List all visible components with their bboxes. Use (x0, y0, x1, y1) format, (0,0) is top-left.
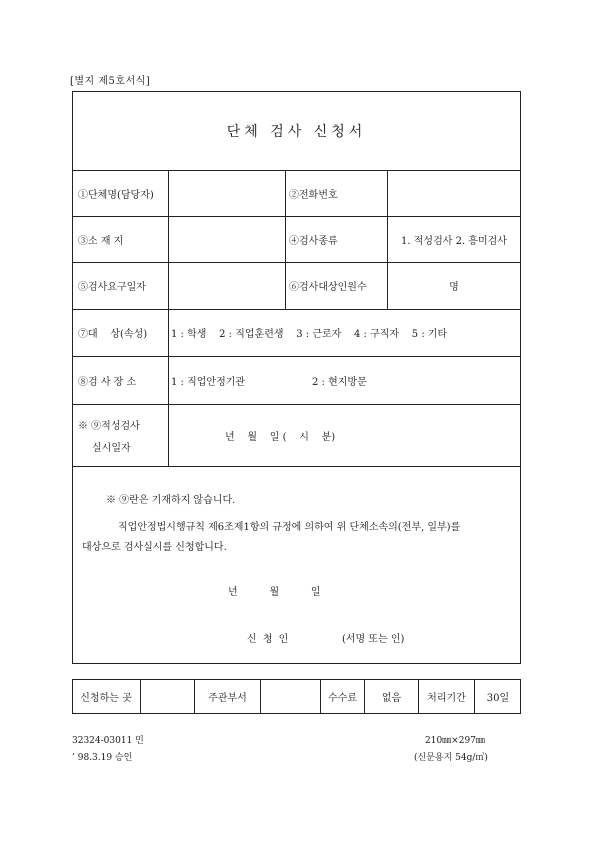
test-date-label-line2: 실시일자 (92, 442, 131, 454)
fee-value: 없음 (381, 693, 402, 704)
submit-to-value (141, 679, 194, 714)
application-date-field[interactable]: 년 월 일 (228, 587, 321, 598)
signature-field[interactable]: (서명 또는 인) (342, 634, 405, 645)
location-label: ③소 재 지 (78, 235, 124, 247)
notice-note: ※ ⑨란은 기재하지 않습니다. (106, 495, 236, 506)
test-location-label: ⑧검 사 장 소 (78, 376, 137, 388)
organization-name-label: ①단체명(담당자) (78, 189, 154, 201)
phone-number-label: ②전화번호 (289, 189, 338, 201)
requested-date-field[interactable] (170, 262, 283, 309)
participant-count-label: ⑥검사대상인원수 (289, 282, 367, 293)
approval-date: ’ 98.3.19 승인 (72, 753, 133, 763)
paper-type: (신문용지 54g/㎡) (414, 753, 488, 763)
column-divider (168, 170, 169, 466)
participant-count-field[interactable]: 명 (449, 282, 459, 293)
test-date-label: ※ ⑨적성검사 (78, 420, 140, 432)
form-number-label: [별지 제5호서식] (70, 76, 151, 87)
target-group-options[interactable]: 1 : 학생 2 : 직업훈련생 3 : 근로자 4 : 구직자 5 : 기타 (171, 329, 448, 340)
paper-size: 210㎜×297㎜ (425, 736, 485, 746)
application-statement-line2: 대상으로 검사실시를 신청합니다. (82, 542, 227, 553)
phone-number-field[interactable] (389, 170, 519, 216)
application-statement-line1: 직업안정법시행규칙 제6조제1항의 규정에 의하여 위 단체소속의(전부, 일부)를 (118, 522, 461, 533)
location-option-site-visit[interactable]: 2 : 현지방문 (312, 376, 367, 388)
test-type-label: ④검사종류 (289, 235, 338, 247)
form-title: 단체 검사 신청서 (226, 123, 367, 140)
test-date-field[interactable]: 년 월 일 ( 시 분) (225, 431, 336, 443)
submit-to-label: 신청하는 곳 (80, 693, 132, 704)
processing-period-value: 30일 (486, 693, 510, 704)
form-code: 32324-03011 민 (72, 736, 144, 746)
processing-period-label: 처리기간 (427, 693, 466, 704)
test-type-options[interactable]: 1. 적성검사 2. 흥미검사 (401, 235, 507, 247)
row-divider (72, 466, 521, 467)
organization-name-field[interactable] (170, 170, 283, 216)
department-value (261, 679, 320, 714)
column-divider (285, 170, 286, 309)
applicant-label: 신 청 인 (247, 634, 289, 645)
fee-label: 수수료 (328, 693, 357, 704)
requested-date-label: ⑤검사요구일자 (78, 282, 146, 293)
location-field[interactable] (170, 216, 283, 262)
location-option-employment-office[interactable]: 1 : 직업안정기관 (171, 376, 246, 388)
department-label: 주관부서 (208, 693, 247, 704)
column-divider (387, 170, 388, 309)
target-group-label: ⑦대 상(속성) (78, 329, 148, 340)
